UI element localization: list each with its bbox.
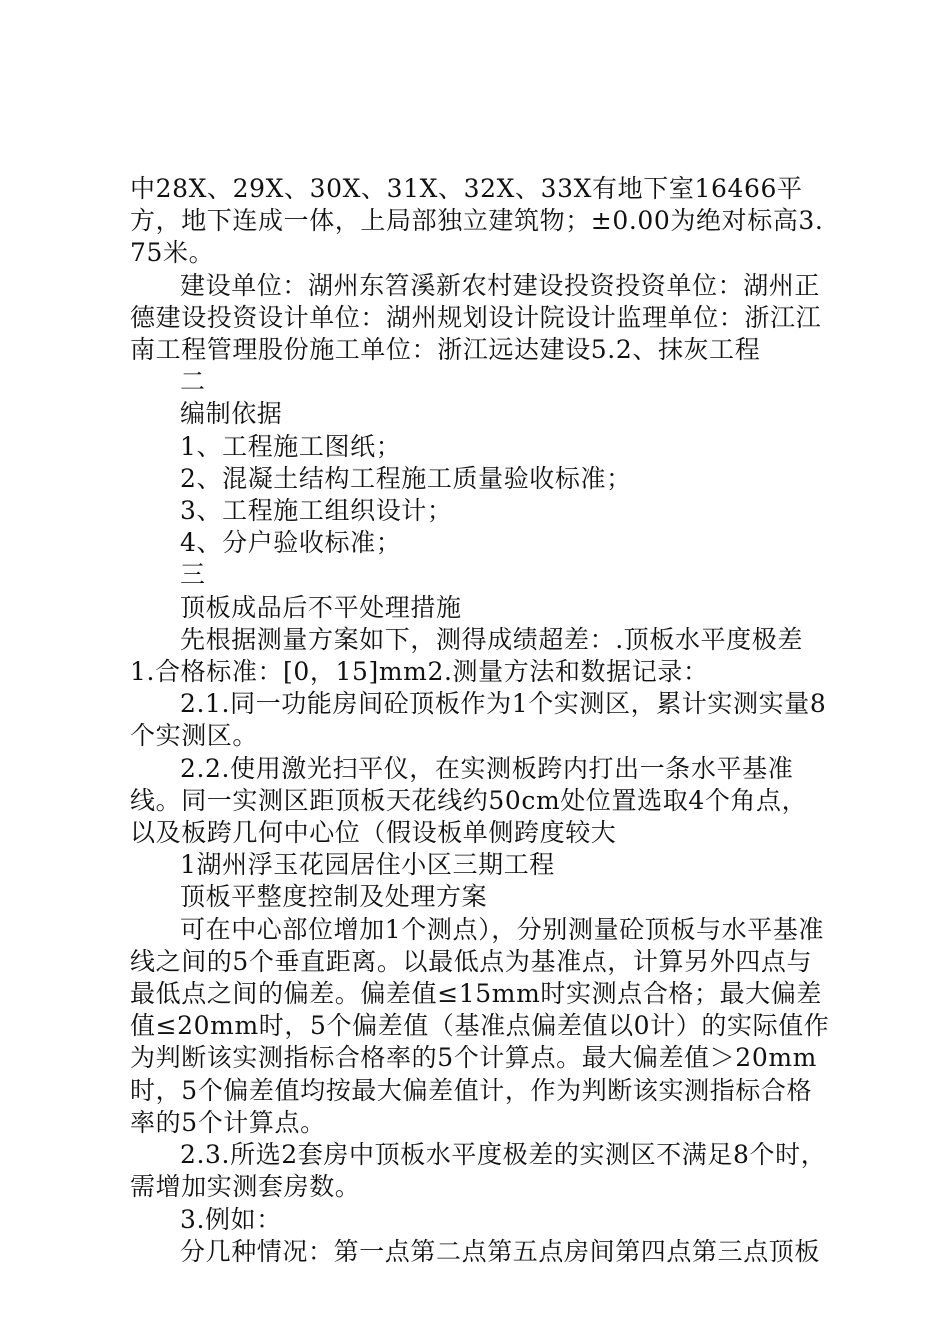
list-item-acceptance-standard: 4、分户验收标准； bbox=[180, 528, 402, 558]
section-heading-basis: 编制依据 bbox=[180, 399, 283, 429]
paragraph-basement-info: 中28X、29X、30X、31X、32X、33X有地下室16466平方，地下连成一体，上局部独立建筑物；±0.00为绝对标高3.75米。 bbox=[130, 174, 824, 268]
paragraph-step-2-2: 2.2.使用激光扫平仪，在实测板跨内打出一条水平基准线。同一实测区距顶板天花线约50cm处位置选取4个角点，以及板跨几何中心位（假设板单侧跨度较大 bbox=[130, 753, 808, 848]
paragraph-example-cases: 分几种情况：第一点第二点第五点房间第四点第三点顶板 bbox=[180, 1236, 821, 1266]
list-item-drawings: 1、工程施工图纸； bbox=[180, 431, 402, 461]
paragraph-qualified-standard: 1.合格标准：[0，15]mm2.测量方法和数据记录： bbox=[130, 657, 709, 687]
paragraph-step-2-1: 2.1.同一功能房间砼顶板作为1个实测区，累计实测实量8个实测区。 bbox=[130, 689, 827, 751]
paragraph-example-heading: 3.例如： bbox=[180, 1204, 282, 1234]
document-body bbox=[130, 173, 830, 1268]
section-heading-measures: 顶板成品后不平处理措施 bbox=[180, 592, 462, 622]
paragraph-units: 建设单位：湖州东笤溪新农村建设投资投资单位：湖州正德建设投资设计单位：湖州规划设计院设计监理单位：浙江江南工程管理股份施工单位：浙江远达建设5.2、抹灰工程 bbox=[130, 270, 822, 365]
paragraph-deviation-rules: 可在中心部位增加1个测点），分别测量砼顶板与水平基准线之间的5个垂直距离。以最低点为基准点，计算另外四点与最低点之间的偏差。偏差值≤15mm时实测点合格；最大偏差值≤20mm时，5个偏差值（基准点偏差值以0计）的实际值作为判断该实测指标合格率的5个计算点。最大偏差值＞20mm时，5个偏差值均按最大偏差值计，作为判断该实测指标合格率的5个计算点。 bbox=[130, 914, 830, 1137]
paragraph-step-2-3: 2.3.所选2套房中顶板水平度极差的实测区不满足8个时，需增加实测套房数。 bbox=[130, 1140, 827, 1202]
list-item-concrete-standard: 2、混凝土结构工程施工质量验收标准； bbox=[180, 463, 632, 493]
section-number-three: 三 bbox=[180, 560, 206, 590]
page-header-plan-title: 顶板平整度控制及处理方案 bbox=[180, 882, 488, 912]
section-number-two: 二 bbox=[180, 367, 206, 397]
page-header-project-name: 1湖州浮玉花园居住小区三期工程 bbox=[180, 850, 555, 880]
paragraph-measurement-intro: 先根据测量方案如下，测得成绩超差：.顶板水平度极差 bbox=[180, 624, 803, 654]
list-item-organization-design: 3、工程施工组织设计； bbox=[180, 496, 453, 526]
